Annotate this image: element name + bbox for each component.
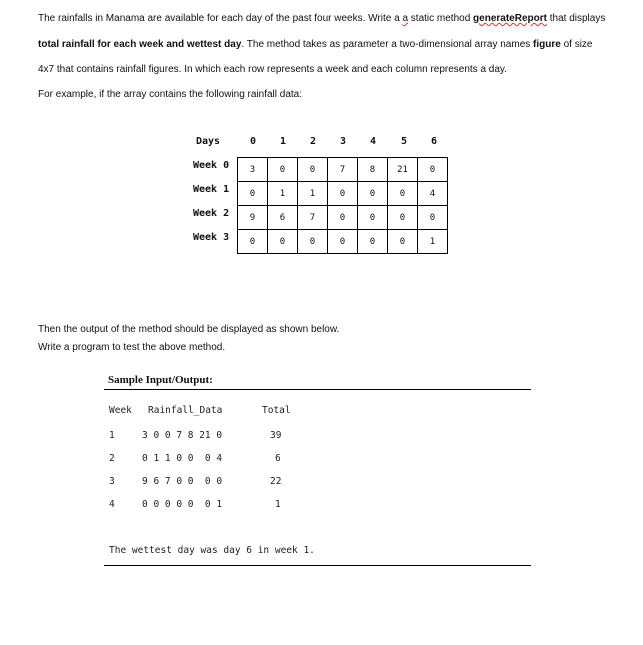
day-header: 6 [430,136,438,147]
divider [104,565,531,566]
array-name: figure [533,39,561,50]
table-cell: 0 [268,230,298,254]
output-data: 0 1 1 0 0 0 4 [142,453,223,464]
table-cell: 0 [238,230,268,254]
days-label: Days [196,136,221,147]
day-header: 2 [309,136,317,147]
day-header: 3 [339,136,347,147]
table-cell: 7 [328,158,358,182]
table-cell: 0 [388,206,418,230]
method-name: generateReport [473,13,547,24]
output-data: 9 6 7 0 0 0 0 [142,476,223,487]
table-row [238,158,448,182]
table-cell: 1 [298,182,328,206]
divider [104,389,531,390]
intro-text: The rainfalls in Manama are available for each day of the past four weeks. Write a [38,13,403,24]
table-cell: 4 [418,182,448,206]
table-cell: 0 [388,230,418,254]
rainfall-table [237,157,448,254]
output-total: 6 [275,453,281,464]
day-header: 4 [369,136,377,147]
table-cell: 7 [298,206,328,230]
output-data: 3 0 0 7 8 21 0 [142,430,223,441]
output-week: 2 [109,453,115,464]
table-cell: 0 [358,230,388,254]
output-total: 1 [275,499,281,510]
table-cell: 6 [268,206,298,230]
intro-line-3: 4x7 that contains rainfall figures. In which each row represents a week and each column represents a day. [38,64,507,75]
output-total: 22 [270,476,282,487]
table-cell: 0 [388,182,418,206]
intro-text: of size [560,39,593,50]
header-rainfall-data: Rainfall_Data [148,405,223,416]
sample-title: Sample Input/Output: [108,374,213,386]
intro-line-4: For example, if the array contains the following rainfall data: [38,89,303,100]
wettest-day-output: The wettest day was day 6 in week 1. [109,545,315,556]
table-cell: 8 [358,158,388,182]
week-label: Week 3 [193,232,230,243]
output-total: 39 [270,430,282,441]
table-cell: 3 [238,158,268,182]
intro-line-1 [38,12,605,26]
table-row [238,230,448,254]
day-header: 1 [279,136,287,147]
output-week: 3 [109,476,115,487]
table-cell: 0 [298,230,328,254]
table-cell: 0 [268,158,298,182]
table-cell: 0 [328,182,358,206]
output-data: 0 0 0 0 0 0 1 [142,499,223,510]
intro-line-2 [38,38,593,52]
table-cell: 1 [418,230,448,254]
bold-requirement: total rainfall for each week and wettest day [38,39,242,50]
day-header: 5 [400,136,408,147]
week-label: Week 2 [193,208,230,219]
week-label: Week 1 [193,184,230,195]
table-cell: 21 [388,158,418,182]
table-cell: 0 [238,182,268,206]
duplicate-word: a [402,13,409,24]
table-row [238,182,448,206]
table-cell: 0 [358,182,388,206]
table-cell: 0 [298,158,328,182]
test-instruction: Write a program to test the above method. [38,342,226,353]
output-instruction: Then the output of the method should be displayed as shown below. [38,324,340,335]
table-cell: 0 [418,206,448,230]
intro-text: . The method takes as parameter a two-dimensional array names [241,39,534,50]
table-cell: 1 [268,182,298,206]
output-week: 1 [109,430,115,441]
header-week: Week [109,405,132,416]
table-cell: 0 [358,206,388,230]
intro-text: that displays [546,13,606,24]
day-header: 0 [249,136,257,147]
table-cell: 0 [328,206,358,230]
intro-text: static method [408,13,474,24]
table-cell: 0 [418,158,448,182]
table-cell: 0 [328,230,358,254]
week-label: Week 0 [193,160,230,171]
table-cell: 9 [238,206,268,230]
header-total: Total [262,405,291,416]
table-row [238,206,448,230]
output-week: 4 [109,499,115,510]
